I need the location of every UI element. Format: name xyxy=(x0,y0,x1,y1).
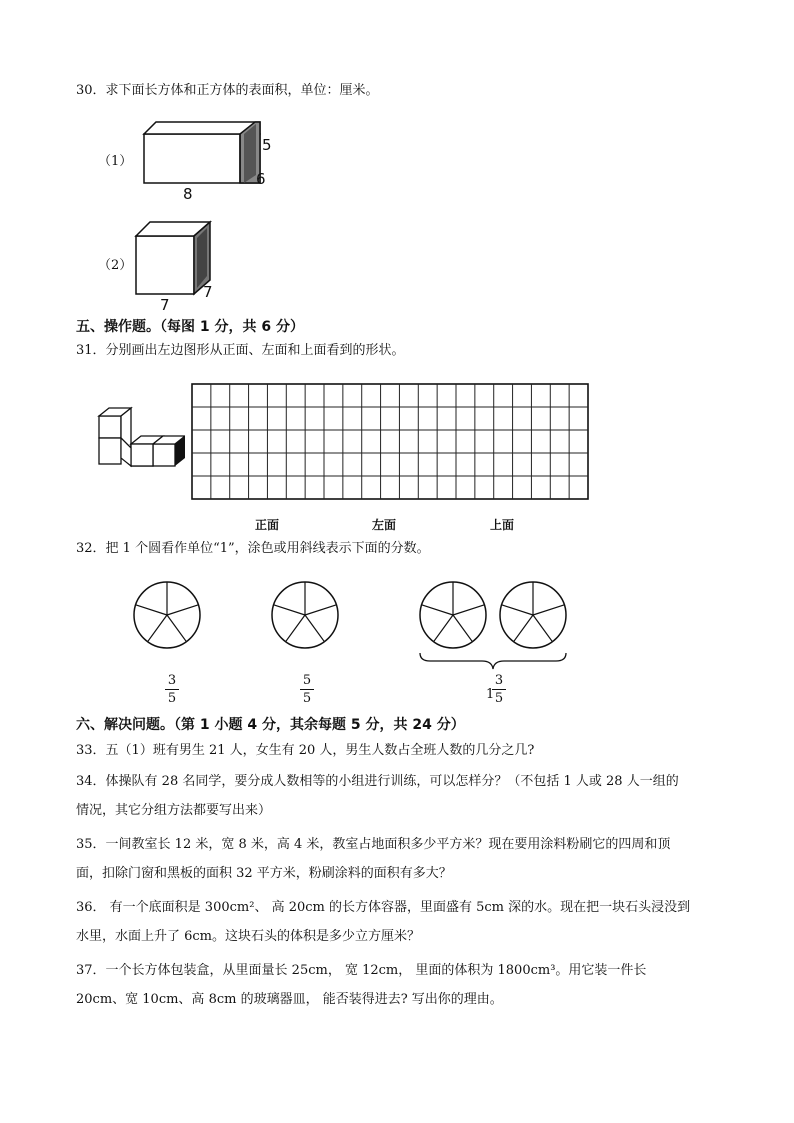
question-33-text: 33．五（1）班有男生 21 人，女生有 20 人，男生人数占全班人数的几分之几? xyxy=(76,743,535,758)
cube-stack-figure xyxy=(95,402,185,474)
fraction-2-numerator: 5 xyxy=(302,673,312,688)
grid-label-top: 上面 xyxy=(490,518,515,532)
cube-right-label: 7 xyxy=(203,283,213,301)
grid-label-front: 正面 xyxy=(255,518,280,532)
section-6-title: 六、解决问题。（第 1 小题 4 分，其余每题 5 分，共 24 分） xyxy=(76,717,465,733)
question-37-line1: 37．一个长方体包装盒，从里面量长 25cm， 宽 12cm， 里面的体积为 1800cm³。用它装一件长 xyxy=(76,963,647,978)
circle-2 xyxy=(272,582,338,648)
grid-outline xyxy=(192,384,588,499)
cuboid-figure xyxy=(130,115,280,210)
question-35-line2: 面，扣除门窗和黑板的面积 32 平方米，粉刷涂料的面积有多大？ xyxy=(76,866,452,881)
question-31-text: 31．分别画出左边图形从正面、左面和上面看到的形状。 xyxy=(76,343,405,358)
question-34-line1: 34．体操队有 28 名同学，要分成人数相等的小组进行训练，可以怎样分？（不包括 1 人或 28 人一组的 xyxy=(76,774,679,789)
circle-3a xyxy=(420,582,486,648)
cuboid-height-label: 5 xyxy=(262,136,272,154)
fraction-1 xyxy=(157,673,187,706)
cube-front-face xyxy=(136,236,194,294)
fraction-1-numerator: 3 xyxy=(167,673,177,688)
fraction-3 xyxy=(484,673,514,706)
fraction-3-denominator: 5 xyxy=(494,691,504,706)
cuboid-width-label: 6 xyxy=(256,170,266,188)
circle-3b xyxy=(500,582,566,648)
circle-1 xyxy=(134,582,200,648)
question-37-line2: 20cm、宽 10cm、高 8cm 的玻璃器皿， 能否装得进去? 写出你的理由。 xyxy=(76,992,503,1007)
grouping-brace xyxy=(420,653,566,669)
cuboid-length-label: 8 xyxy=(183,185,193,203)
question-34-line2: 情况，其它分组方法都要写出来） xyxy=(76,803,272,818)
cube-bottom-label: 7 xyxy=(160,296,170,314)
grid-label-left: 左面 xyxy=(372,518,397,532)
sub-question-1-label: （1） xyxy=(98,154,133,169)
section-5-title: 五、操作题。（每图 1 分，共 6 分） xyxy=(76,319,304,335)
fraction-3-whole: 1 xyxy=(486,687,495,702)
fraction-2-denominator: 5 xyxy=(302,691,312,706)
question-36-line2: 水里，水面上升了 6cm。这块石头的体积是多少立方厘米？ xyxy=(76,929,421,944)
question-32-text: 32．把 1 个圆看作单位“1”，涂色或用斜线表示下面的分数。 xyxy=(76,541,430,556)
fraction-1-denominator: 5 xyxy=(167,691,177,706)
question-36-line1: 36． 有一个底面积是 300cm²、 高 20cm 的长方体容器，里面盛有 5cm 深的水。现在把一块石头浸没到 xyxy=(76,900,691,915)
drawing-grid[interactable] xyxy=(190,382,590,502)
fraction-2 xyxy=(292,673,322,706)
fraction-circles xyxy=(130,575,600,670)
fraction-3-numerator: 3 xyxy=(494,673,504,688)
question-30-text: 30．求下面长方体和正方体的表面积，单位：厘米。 xyxy=(76,83,379,98)
sub-question-2-label: （2） xyxy=(98,258,133,273)
cuboid-side-texture xyxy=(244,124,256,183)
question-35-line1: 35．一间教室长 12 米，宽 8 米，高 4 米，教室占地面积多少平方米？现在要用涂料粉刷它的四周和顶 xyxy=(76,837,671,852)
